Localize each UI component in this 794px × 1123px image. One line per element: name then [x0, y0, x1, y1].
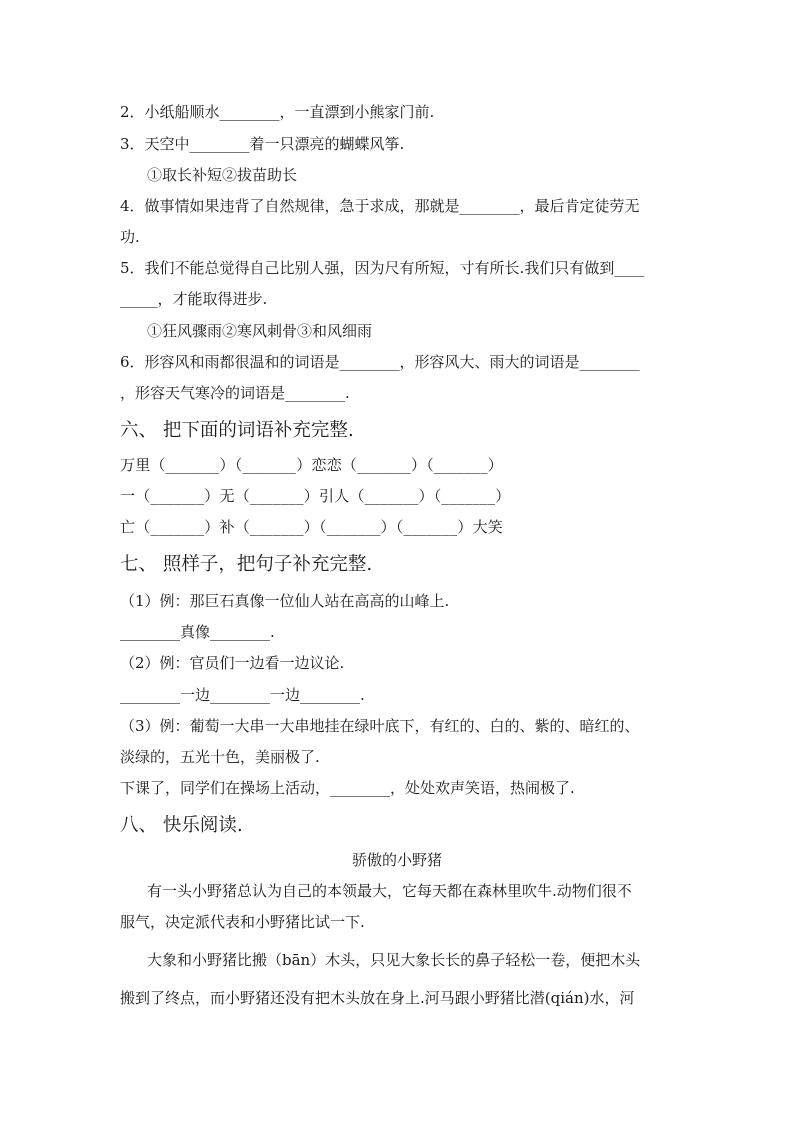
example-3-line-2: 淡绿的，五光十色，美丽极了. [120, 748, 320, 766]
word-fill-row-1: 万里（_______）（_______）恋恋（_______）（_______） [120, 456, 504, 474]
question-4-line-1: 4．做事情如果违背了自然规律，急于求成，那就是________，最后肯定徒劳无 [120, 197, 640, 215]
question-3: 3．天空中________着一只漂亮的蝴蝶风筝. [120, 135, 405, 153]
story-paragraph-1-line-1: 有一头小野猪总认为自己的本领最大，它每天都在森林里吹牛.动物们很不 [147, 882, 632, 900]
example-1: （1）例：那巨石真像一位仙人站在高高的山峰上. [120, 592, 450, 610]
example-3-line-1: （3）例：葡萄一大串一大串地挂在绿叶底下，有红的、白的、紫的、暗红的、 [120, 717, 640, 735]
question-5-line-2: _____，才能取得进步. [120, 290, 268, 308]
question-4-line-2: 功. [120, 228, 140, 246]
options-idioms-1: ①取长补短②拔苗助长 [147, 166, 298, 184]
story-paragraph-2-line-1: 大象和小野猪比搬（bān）木头，只见大象长长的鼻子轻松一卷，便把木头 [147, 951, 641, 969]
answer-3: 下课了，同学们在操场上活动，________，处处欢声笑语，热闹极了. [120, 779, 575, 797]
section-8-heading: 八、 快乐阅读. [120, 815, 243, 836]
options-idioms-2: ①狂风骤雨②寒风刺骨③和风细雨 [147, 322, 373, 340]
question-5-line-1: 5．我们不能总觉得自己比别人强，因为尺有所短，寸有所长.我们只有做到____ [120, 259, 645, 277]
question-6-line-1: 6．形容风和雨都很温和的词语是________，形容风大、雨大的词语是________ [120, 353, 640, 371]
answer-2: ________一边________一边________. [120, 686, 365, 704]
section-6-heading: 六、 把下面的词语补充完整. [120, 420, 354, 441]
story-title: 骄傲的小野猪 [351, 851, 442, 869]
example-2: （2）例：官员们一边看一边议论. [120, 654, 345, 672]
section-7-heading: 七、 照样子，把句子补充完整. [120, 554, 373, 575]
question-2: 2．小纸船顺水________，一直漂到小熊家门前. [120, 103, 435, 121]
question-6-line-2: ，形容天气寒冷的词语是________. [120, 384, 350, 402]
word-fill-row-2: 一（_______）无（_______）引人（_______）（_______） [120, 487, 511, 505]
word-fill-row-3: 亡（_______）补（_______）（_______）（_______）大笑 [120, 518, 504, 536]
story-paragraph-1-line-2: 服气，决定派代表和小野猪比试一下. [120, 913, 365, 931]
answer-1: ________真像________. [120, 623, 275, 641]
story-paragraph-2-line-2: 搬到了终点，而小野猪还没有把木头放在身上.河马跟小野猪比潜(qián)水，河 [120, 989, 635, 1007]
